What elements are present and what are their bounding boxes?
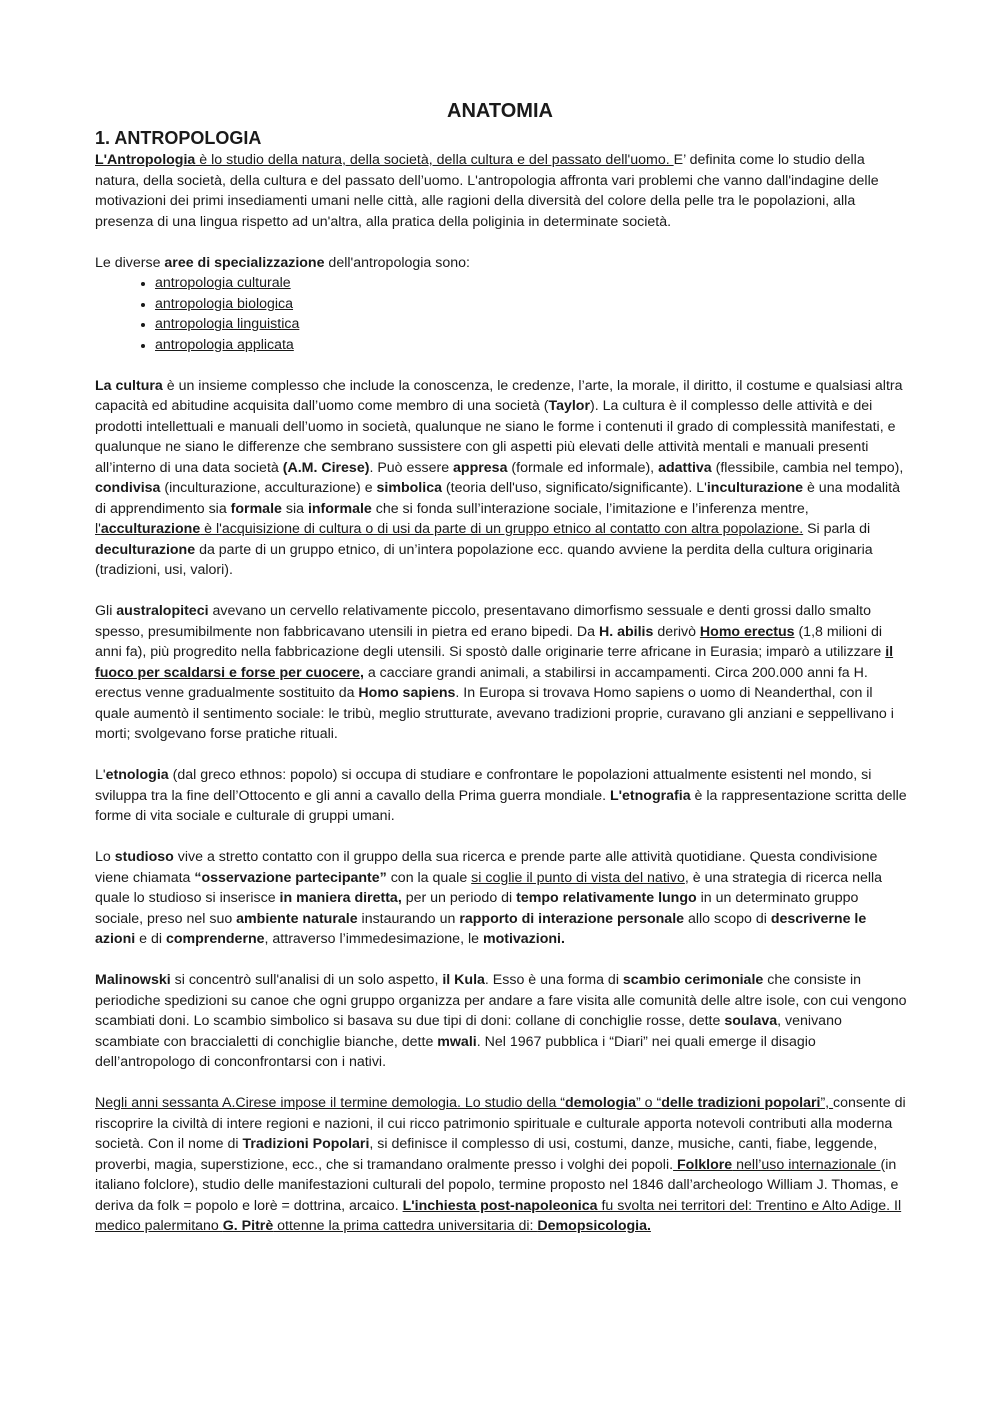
- text-run: demologia: [565, 1095, 636, 1111]
- text-run: “osservazione partecipante”: [194, 869, 387, 886]
- text-run: H. abilis: [598, 623, 654, 640]
- text-run: il Kula: [442, 972, 485, 988]
- text-run: rapporto di interazione personale: [459, 910, 685, 927]
- text-run: consente di riscoprire la civiltà di intere regioni e nazioni, il cui ricco patrimonio spirituale e culturale apporta notevoli contributi alla moderna società. Con il nome di: [95, 1095, 906, 1152]
- text-run: con la quale: [386, 869, 472, 886]
- text-run: simbolica: [376, 480, 442, 496]
- studioso-paragraph: [95, 847, 907, 950]
- text-run: derivò: [653, 623, 700, 640]
- text-run: , venivano scambiate con braccialetti di conchiglie bianche, dette: [95, 1013, 842, 1050]
- text-run: , si definisce il complesso di usi, costumi, danze, musiche, canti, fiabe, leggende, proverbi, magia, superstizione, ecc., che si tramandano oralmente presso i volghi dei popoli.: [95, 1136, 878, 1173]
- text-run: condivisa: [95, 480, 161, 496]
- text-run: Gli: [95, 603, 117, 619]
- text-run: Homo erectus: [699, 623, 795, 640]
- text-run: vive a stretto contatto con il gruppo della sua ricerca e prende parte alle attività quotidiane. Questa condivisione viene chiamata: [95, 849, 878, 886]
- list-item: • antropologia biologica: [155, 294, 907, 315]
- text-run: formale: [230, 500, 282, 517]
- page-title: ANATOMIA: [447, 100, 553, 122]
- text-run: a cacciare grandi animali, a stabilirsi in accampamenti. Circa 200.000 anni fa H. erectus venne gradualmente sostituito da: [95, 664, 868, 701]
- text-run: Si parla di: [803, 521, 871, 537]
- text-run: tempo relativamente lungo: [516, 890, 697, 906]
- text-run: (inculturazione, acculturazione) e: [160, 480, 377, 496]
- text-run: fu svolta nei territori del: Trentino e Alto Adige. Il medico palermitano: [95, 1197, 902, 1234]
- text-run: , è una strategia di ricerca nella quale lo studioso si inserisce: [95, 869, 883, 906]
- text-run: l': [95, 521, 101, 537]
- text-run: L'inchiesta post-napoleonica: [402, 1197, 598, 1214]
- text-run: si concentrò sull'analisi di un solo aspetto,: [170, 972, 443, 988]
- text-run: comprenderne: [165, 931, 265, 947]
- text-run: motivazioni.: [482, 931, 565, 947]
- text-run: G. Pitrè: [222, 1218, 274, 1234]
- text-run: ). La cultura è il complesso delle attività e dei prodotti intellettuali e manuali dell’uomo in società, qualunque ne siano le forme i contenuti il grado di complessità manifestati, e qualunque ne siano le differenze che sembrano sussistere con gli aspetti più elevati delle attività mentali e manuali presenti all’interno di una data società: [95, 398, 896, 476]
- section-heading: 1. ANTROPOLOGIA: [95, 128, 262, 148]
- text-run: studioso: [114, 849, 174, 865]
- text-run: (in italiano folclore), studio delle manifestazioni culturali del popolo, termine proposto nel 1846 dall’archeologo William J. Thomas, e deriva da folk = popolo e lorè = dottrina, arcaico.: [95, 1156, 899, 1214]
- text-run: L'etnografia: [609, 787, 691, 804]
- ominidi-paragraph: [95, 601, 907, 745]
- text-run: La cultura: [95, 377, 163, 394]
- list-item: • antropologia culturale: [155, 273, 907, 294]
- text-run: instaurando un: [357, 910, 460, 927]
- text-run: è la rappresentazione scritta delle forme di vita sociale e culturale di gruppi umani.: [95, 787, 907, 824]
- text-run: Malinowski: [95, 972, 171, 988]
- text-run: dell'antropologia sono:: [324, 254, 470, 271]
- text-run: Lo: [95, 849, 115, 865]
- text-run: che si fonda sull’interazione sociale, l’imitazione e l’inferenza mentre,: [371, 500, 809, 517]
- text-run: ottenne la prima cattedra universitaria di:: [273, 1218, 538, 1234]
- text-run: che consiste in periodiche spedizioni su canoe che ogni gruppo organizza per andare a fare visita alle comunità delle altre isole, con cui vengono scambiati doni. Lo scambio simbolico si basava su due tipi di doni: collane di conchiglie rosse, dette: [95, 972, 907, 1029]
- text-run: per un periodo di: [401, 890, 517, 906]
- text-run: , attraverso l’immedesimazione, le: [264, 931, 483, 947]
- text-run: è una modalità di apprendimento sia: [95, 480, 901, 517]
- text-run: (A.M. Cirese): [282, 459, 370, 476]
- text-run: (teoria dell'uso, significato/significante). L': [441, 480, 707, 496]
- text-run: scambio cerimoniale: [622, 972, 764, 988]
- malinowski-paragraph: [95, 970, 907, 1073]
- etnologia-paragraph: [95, 765, 907, 827]
- text-run: sia: [281, 500, 308, 517]
- text-run: . Esso è una forma di: [484, 972, 623, 988]
- text-run: Negli anni sessanta A.Cirese impose il termine demologia. Lo studio della “: [95, 1095, 566, 1111]
- document-body: [95, 150, 907, 1257]
- text-run: da parte di un gruppo etnico, di un’intera popolazione ecc. quando avviene la perdita della cultura originaria (tradizioni, usi, valori).: [95, 541, 873, 578]
- text-run: L': [95, 767, 106, 783]
- text-run: e di: [135, 931, 166, 947]
- text-run: (flessibile, cambia nel tempo),: [711, 459, 904, 476]
- text-run: allo scopo di: [684, 910, 771, 927]
- text-run: . Può essere: [369, 459, 454, 476]
- text-run: in un determinato gruppo sociale, preso nel suo: [95, 890, 859, 927]
- text-run: etnologia: [105, 767, 169, 783]
- list-item: • antropologia applicata: [155, 335, 907, 356]
- text-run: ”,: [820, 1095, 834, 1111]
- list-item: • antropologia linguistica: [155, 314, 907, 335]
- text-run: Tradizioni Popolari: [242, 1136, 370, 1152]
- text-run: australopiteci: [116, 603, 209, 619]
- text-run: delle tradizioni popolari: [661, 1095, 821, 1111]
- text-run: acculturazione: [100, 521, 201, 537]
- intro-paragraph: [95, 150, 907, 232]
- text-run: [95, 521, 803, 537]
- areas-list: [95, 273, 907, 355]
- text-run: ” o “: [635, 1095, 662, 1111]
- text-run: Le diverse: [95, 254, 165, 271]
- cultura-paragraph: [95, 376, 907, 581]
- text-run: . In Europa si trovava Homo sapiens o uomo di Neanderthal, con il quale aumentò il sentimento sociale: le tribù, meglio strutturate, avevano tradizioni proprie, curavano gli anziani e seppellivano i morti; svolgevano forse pratiche rituali.: [95, 685, 894, 742]
- areas-intro: [95, 253, 907, 274]
- text-run: (dal greco ethnos: popolo) si occupa di studiare e confrontare le popolazioni attualmente esistenti nel mondo, si sviluppa tra la fine dell’Ottocento e gli anni a cavallo della Prima guerra mondiale.: [95, 767, 872, 804]
- text-run: informale: [307, 500, 372, 517]
- text-run: soulava: [724, 1013, 778, 1029]
- text-run: (formale ed informale),: [507, 459, 659, 476]
- text-run: . Nel 1967 pubblica i “Diari” nei quali emerge il disagio dell’antropologo di conconfrontarsi con i nativi.: [95, 1033, 816, 1070]
- text-run: [95, 152, 674, 168]
- text-run: descriverne le azioni: [95, 910, 867, 947]
- text-run: Homo sapiens: [358, 685, 456, 701]
- text-run: è l'acquisizione di cultura o di usi da parte di un gruppo etnico al contatto con altra popolazione.: [200, 521, 804, 537]
- text-run: adattiva: [658, 459, 712, 476]
- text-run: Demopsicologia.: [537, 1218, 651, 1234]
- text-run: nell’uso internazionale: [732, 1156, 881, 1173]
- text-run: inculturazione: [706, 480, 804, 496]
- text-run: è un insieme complesso che include la conoscenza, le credenze, l’arte, la morale, il diritto, il costume e qualsiasi altra capacità ed abitudine acquisita dall’uomo come membro di una società (: [95, 377, 903, 414]
- term-antropologia: L'Antropologia: [95, 152, 196, 168]
- text-run: E’ definita come lo studio della natura, della società, della cultura e del passato dell’uomo. L'antropologia affronta vari problemi che vanno dall'indagine delle motivazioni dei primi insediamenti umani nelle città, alle ragioni della diversità del colore della pelle tra le popolazioni, alla presenza di una lingua rispetto ad un'altra, alla pratica della poliginia in determinate società.: [95, 152, 879, 230]
- text-run: è lo studio della natura, della società, della cultura e del passato dell'uomo.: [195, 152, 674, 168]
- text-run: in maniera diretta,: [279, 890, 402, 906]
- text-run: ambiente naturale: [236, 910, 358, 927]
- text-run: appresa: [453, 459, 508, 476]
- text-run: il fuoco per scaldarsi e forse per cuocere,: [95, 644, 894, 681]
- text-run: Taylor: [548, 398, 590, 414]
- demologia-paragraph: [95, 1093, 907, 1237]
- text-run: avevano un cervello relativamente piccolo, presentavano dimorfismo sessuale e denti grossi dallo smalto spesso, presumibilmente non fabbricavano utensili in pietra ed erano bipedi. Da: [95, 603, 871, 640]
- text-run: aree di specializzazione: [164, 254, 325, 271]
- text-run: si coglie il punto di vista del nativo: [471, 869, 685, 886]
- text-run: Folklore: [673, 1156, 733, 1173]
- text-run: mwali: [437, 1033, 477, 1050]
- text-run: deculturazione: [95, 541, 196, 558]
- text-run: (1,8 milioni di anni fa), più progredito nella fabbricazione degli utensili. Si spostò dalle originarie terre africane in Eurasia; imparò a utilizzare: [95, 623, 886, 660]
